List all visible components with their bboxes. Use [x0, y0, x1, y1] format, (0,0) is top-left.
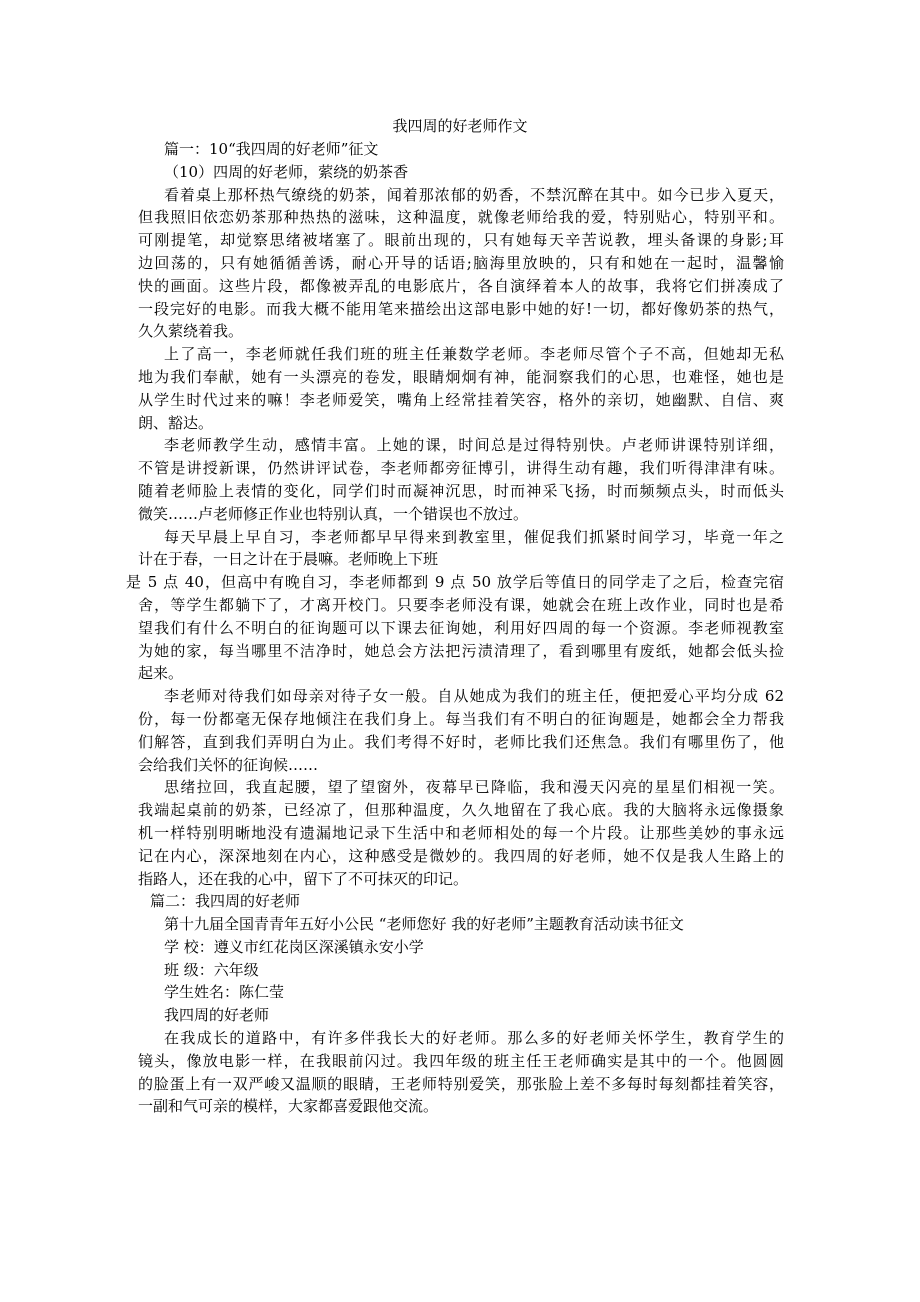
student-name-line: 学生姓名：陈仁莹: [164, 983, 285, 1002]
document-title: 我四周的好老师作文: [392, 117, 528, 135]
paragraph-line: 随着老师脸上表情的变化，同学们时而凝神沉思，时而神采飞扬，时而频频点头，时而低头: [138, 481, 784, 500]
paragraph-line: 份，每一份都毫无保存地倾注在我们身上。每当我们有不明白的征询题是，她都会全力帮我: [138, 709, 784, 728]
paragraph-line: 思绪拉回，我直起腰，望了望窗外，夜幕早已降临，我和漫天闪亮的星星们相视一笑。: [164, 778, 784, 797]
paragraph-line: 微笑……卢老师修正作业也特别认真，一个错误也不放过。: [138, 504, 529, 523]
essay-title: 我四周的好老师: [164, 1006, 270, 1025]
paragraph-line: 记在内心，深深地刻在内心，这种感受是微妙的。我四周的好老师，她不仅是我人生路上的: [138, 846, 784, 865]
paragraph-line: 上了高一，李老师就任我们班的班主任兼数学老师。李老师尽管个子不高，但她却无私: [164, 345, 784, 364]
paragraph-line: 在我成长的道路中，有许多伴我长大的好老师。那么多的好老师关怀学生，教育学生的: [164, 1029, 784, 1048]
class-line: 班 级：六年级: [164, 960, 259, 979]
paragraph-line: 们解答，直到我们弄明白为止。我们考得不好时，老师比我们还焦急。我们有哪里伤了，他: [138, 732, 784, 751]
paragraph-line: 机一样特别明晰地没有遗漏地记录下生活中和老师相处的每一个片段。让那些美妙的事永远: [138, 823, 784, 842]
paragraph-line: 朗、豁达。: [138, 413, 214, 432]
paragraph-line: 镜头，像放电影一样，在我眼前闪过。我四年级的班主任王老师确实是其中的一个。他圆圆: [138, 1051, 784, 1070]
document-body: [126, 138, 784, 1118]
section-heading: 篇一：10“我四周的好老师”征文: [164, 140, 379, 158]
paragraph-line: 从学生时代过来的嘛！李老师爱笑，嘴角上经常挂着笑容，格外的亲切，她幽默、自信、爽: [138, 390, 784, 409]
paragraph-line: 指路人，还在我的心中，留下了不可抹灭的印记。: [138, 869, 469, 888]
paragraph-line: 但我照旧依恋奶茶那种热热的滋味，这种温度，就像老师给我的爱，特别贴心，特别平和。: [138, 208, 784, 227]
paragraph-line: 是 5 点 40，但高中有晚自习，李老师都到 9 点 50 放学后等值日的同学走了之后，检查完宿: [126, 573, 784, 592]
paragraph-line: 地为我们奉献，她有一头漂亮的卷发，眼睛炯炯有神，能洞察我们的心思，也难怪，她也是: [138, 367, 784, 386]
paragraph-line: 久久萦绕着我。: [138, 322, 244, 341]
paragraph-line: 望我们有什么不明白的征询题可以下课去征询她，利用好四周的每一个资源。李老师视教室: [138, 618, 784, 637]
essay-event-line: 第十九届全国青青年五好小公民 “老师您好 我的好老师”主题教育活动读书征文: [164, 915, 684, 934]
paragraph-line: 李老师对待我们如母亲对待子女一般。自从她成为我们的班主任，便把爱心平均分成 62: [164, 687, 784, 706]
school-line: 学 校：遵义市红花岗区深溪镇永安小学: [164, 937, 424, 956]
paragraph-line: 我端起桌前的奶茶，已经凉了，但那种温度，久久地留在了我心底。我的大脑将永远像摄象: [138, 801, 784, 820]
paragraph-line: 李老师教学生动，感情丰富。上她的课，时间总是过得特别快。卢老师讲课特别详细，: [164, 436, 784, 455]
paragraph-line: 边回荡的，只有她循循善诱，耐心开导的话语;脑海里放映的，只有和她在一起时，温馨愉: [138, 253, 784, 272]
paragraph-line: 快的画面。这些片段，都像被弄乱的电影底片，各自演绎着本人的故事，我将它们拼凑成了: [138, 276, 784, 295]
paragraph-line: 为她的家，每当哪里不洁净时，她总会方法把污渍清理了，看到哪里有废纸，她都会低头捡: [138, 641, 784, 660]
paragraph-line: 会给我们关怀的征询候……: [138, 755, 319, 774]
paragraph-line: 可刚提笔，却觉察思绪被堵塞了。眼前出现的，只有她每天辛苦说教，埋头备课的身影;耳: [138, 231, 784, 250]
paragraph-line: 一段完好的电影。而我大概不能用笔来描绘出这部电影中她的好!一切，都好像奶茶的热气，: [138, 299, 784, 318]
paragraph-line: 一副和气可亲的模样，大家都喜爱跟他交流。: [138, 1097, 439, 1116]
paragraph-line: 看着桌上那杯热气缭绕的奶茶，闻着那浓郁的奶香，不禁沉醉在其中。如今已步入夏天，: [164, 185, 784, 204]
paragraph-line: 的脸蛋上有一双严峻又温顺的眼睛，王老师特别爱笑，那张脸上差不多每时每刻都挂着笑容，: [138, 1074, 784, 1093]
section-heading: 篇二：我四周的好老师: [150, 892, 301, 911]
paragraph-line: 舍，等学生都躺下了，才离开校门。只要李老师没有课，她就会在班上改作业，同时也是希: [138, 595, 784, 614]
paragraph-line: 计在于春，一日之计在于晨嘛。老师晚上下班: [138, 550, 439, 569]
paragraph-line: 不管是讲授新课，仍然讲评试卷，李老师都旁征博引，讲得生动有趣，我们听得津津有味。: [138, 459, 784, 478]
paragraph-line: 起来。: [138, 664, 184, 683]
paragraph-line: 每天早晨上早自习，李老师都早早得来到教室里，催促我们抓紧时间学习，毕竟一年之: [164, 527, 784, 546]
subheading: （10）四周的好老师，萦绕的奶茶香: [164, 162, 409, 181]
